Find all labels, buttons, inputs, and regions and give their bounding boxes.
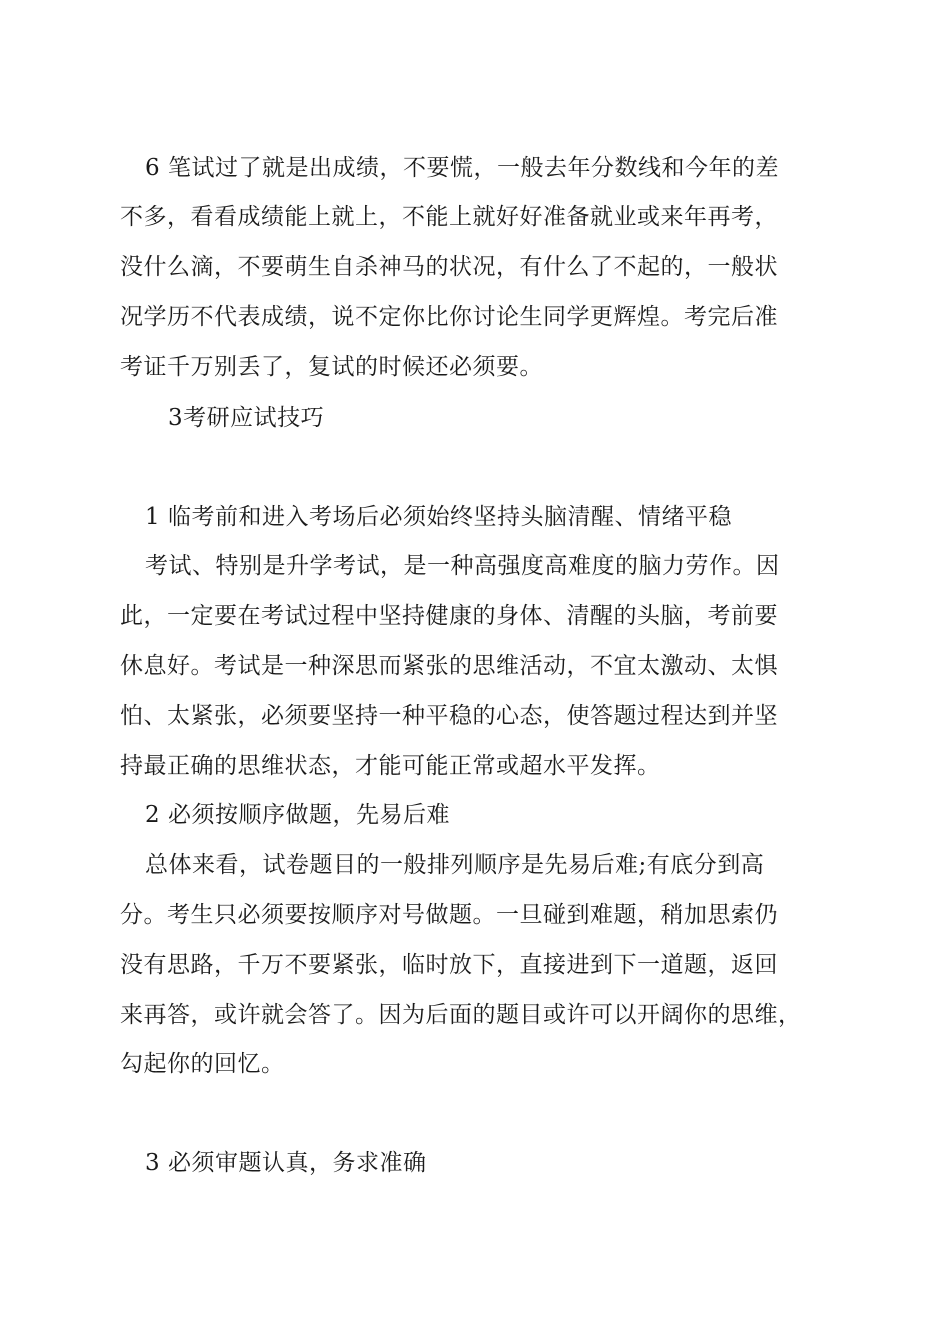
paragraph-3-line-2: 分。考生只必须要按顺序对号做题。一旦碰到难题，稍加思索仍 [120, 902, 778, 928]
paragraph-1-line-1: 6 笔试过了就是出成绩，不要慌，一般去年分数线和今年的差 [145, 155, 779, 181]
paragraph-1-line-2: 不多，看看成绩能上就上，不能上就好好准备就业或来年再考， [120, 204, 778, 230]
item-2-title: 2 必须按顺序做题，先易后难 [145, 802, 450, 828]
paragraph-1-line-3: 没什么滴，不要萌生自杀神马的状况，有什么了不起的，一般状 [120, 254, 778, 280]
paragraph-3-line-3: 没有思路，千万不要紧张，临时放下，直接进到下一道题，返回 [120, 952, 778, 978]
item-1-title: 1 临考前和进入考场后必须始终坚持头脑清醒、情绪平稳 [145, 504, 732, 530]
paragraph-2-line-3: 休息好。考试是一种深思而紧张的思维活动，不宜太激动、太惧 [120, 653, 778, 679]
paragraph-1-line-4: 况学历不代表成绩，说不定你比你讨论生同学更辉煌。考完后准 [120, 304, 778, 330]
section-title: 3考研应试技巧 [168, 405, 325, 431]
paragraph-2-line-5: 持最正确的思维状态，才能可能正常或超水平发挥。 [120, 753, 661, 779]
paragraph-2-line-4: 怕、太紧张，必须要坚持一种平稳的心态，使答题过程达到并坚 [120, 703, 778, 729]
paragraph-3-line-4: 来再答，或许就会答了。因为后面的题目或许可以开阔你的思维， [120, 1002, 802, 1028]
paragraph-3-line-5: 勾起你的回忆。 [120, 1051, 285, 1077]
paragraph-3-line-1: 总体来看，试卷题目的一般排列顺序是先易后难;有底分到高 [145, 852, 765, 878]
paragraph-1-line-5: 考证千万别丢了，复试的时候还必须要。 [120, 354, 543, 380]
item-3-title: 3 必须审题认真，务求准确 [145, 1150, 427, 1176]
paragraph-2-line-2: 此，一定要在考试过程中坚持健康的身体、清醒的头脑，考前要 [120, 603, 778, 629]
paragraph-2-line-1: 考试、特别是升学考试，是一种高强度高难度的脑力劳作。因 [145, 553, 780, 579]
